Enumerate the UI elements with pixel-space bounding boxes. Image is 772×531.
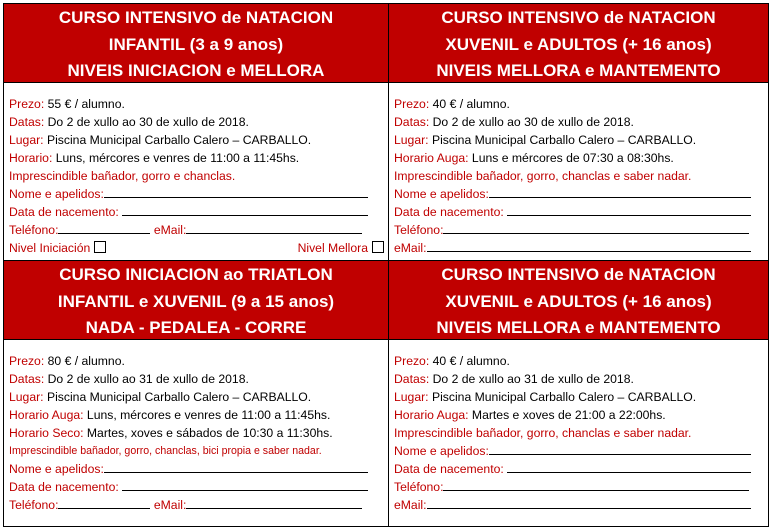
- schedule-water-value: Luns, mércores e venres de 11:00 a 11:45hs.: [83, 408, 331, 422]
- place-row: [394, 388, 768, 406]
- level-beginner-label: Nivel Iniciación: [9, 241, 91, 255]
- price-label: Prezo:: [394, 97, 430, 111]
- birthdate-field[interactable]: [122, 478, 368, 491]
- name-field-row: [9, 185, 388, 203]
- course-title-line-1: CURSO INTENSIVO de NATACION: [58, 8, 334, 27]
- place-label: Lugar:: [394, 133, 429, 147]
- requirements-note: Imprescindible bañador, gorro, chanclas e saber nadar.: [394, 426, 692, 440]
- birthdate-field-label: Data de nacemento:: [9, 205, 119, 219]
- price-value: 40 € / alumno.: [429, 354, 510, 368]
- course-card-body: [4, 340, 388, 514]
- level-improve-label: Nivel Mellora: [297, 241, 368, 255]
- price-value: 80 € / alumno.: [44, 354, 125, 368]
- email-field-label: eMail:: [153, 223, 187, 237]
- course-title-line-1: CURSO INTENSIVO de NATACION: [441, 265, 716, 284]
- birthdate-field-row: [394, 203, 768, 221]
- phone-field-row: [394, 478, 768, 496]
- place-value: Piscina Municipal Carballo Calero – CARBALLO.: [428, 133, 697, 147]
- email-field-label: eMail:: [394, 498, 427, 512]
- phone-field[interactable]: [58, 496, 150, 509]
- schedule-water-label: Horario Auga:: [9, 408, 84, 422]
- course-title-line-1: CURSO INTENSIVO de NATACION: [441, 8, 716, 27]
- schedule-dry-label: Horario Seco:: [9, 426, 84, 440]
- price-row: [9, 95, 388, 113]
- price-value: 40 € / alumno.: [429, 97, 510, 111]
- name-field-label: Nome e apelidos:: [9, 187, 104, 201]
- dates-label: Datas:: [394, 115, 430, 129]
- phone-email-row: [9, 221, 388, 239]
- schedule-water-row: [9, 406, 388, 424]
- dates-row: [394, 113, 768, 131]
- birthdate-field-row: [9, 203, 388, 221]
- dates-row: [9, 113, 388, 131]
- phone-field[interactable]: [58, 221, 150, 234]
- phone-field-row: [394, 221, 768, 239]
- name-field[interactable]: [104, 185, 368, 198]
- place-row: [9, 131, 388, 149]
- email-field[interactable]: [186, 496, 362, 509]
- price-row: [394, 352, 768, 370]
- dates-row: [9, 370, 388, 388]
- place-value: Piscina Municipal Carballo Calero – CARBALLO.: [428, 390, 697, 404]
- course-title-line-2: XUVENIL e ADULTOS (+ 16 anos): [445, 34, 712, 54]
- dates-value: Do 2 de xullo ao 31 de xullo de 2018.: [429, 372, 634, 386]
- requirements-note: Imprescindible bañador, gorro e chanclas.: [9, 169, 236, 183]
- birthdate-field-row: [9, 478, 388, 496]
- price-row: [9, 352, 388, 370]
- email-field-row: [394, 496, 768, 514]
- level-beginner-checkbox[interactable]: [94, 241, 106, 253]
- course-card-body: [4, 83, 388, 257]
- course-card-adultos-natacion-1: [389, 4, 768, 260]
- course-title-line-2: XUVENIL e ADULTOS (+ 16 anos): [445, 291, 712, 311]
- birthdate-field-label: Data de nacemento:: [9, 480, 119, 494]
- schedule-row: [394, 149, 768, 167]
- place-label: Lugar:: [394, 390, 429, 404]
- dates-label: Datas:: [394, 372, 430, 386]
- schedule-label: Horario Auga:: [394, 408, 469, 422]
- dates-value: Do 2 de xullo ao 30 de xullo de 2018.: [429, 115, 634, 129]
- phone-field-label: Teléfono:: [394, 223, 444, 237]
- price-row: [394, 95, 768, 113]
- name-field-row: [9, 460, 388, 478]
- course-card-header: [389, 261, 768, 340]
- birthdate-field-label: Data de nacemento:: [394, 205, 504, 219]
- name-field[interactable]: [489, 442, 751, 455]
- name-field[interactable]: [489, 185, 751, 198]
- birthdate-field[interactable]: [122, 203, 368, 216]
- price-label: Prezo:: [9, 97, 45, 111]
- course-card-triatlon: [4, 261, 388, 526]
- name-field-label: Nome e apelidos:: [9, 462, 104, 476]
- schedule-label: Horario:: [9, 151, 53, 165]
- schedule-dry-value: Martes, xoves e sábados de 10:30 a 11:30hs.: [83, 426, 333, 440]
- birthdate-field-row: [394, 460, 768, 478]
- course-title-line-3: NIVEIS MELLORA e MANTEMENTO: [436, 318, 721, 337]
- schedule-dry-row: [9, 424, 388, 442]
- schedule-row: [394, 406, 768, 424]
- place-row: [9, 388, 388, 406]
- name-field-label: Nome e apelidos:: [394, 187, 489, 201]
- email-field-label: eMail:: [394, 241, 427, 255]
- email-field[interactable]: [427, 496, 751, 509]
- schedule-value: Luns, mércores e venres de 11:00 a 11:45hs.: [52, 151, 300, 165]
- course-card-header: [4, 4, 388, 83]
- course-card-infantil-natacion: [4, 4, 388, 260]
- course-card-body: [389, 83, 768, 257]
- dates-label: Datas:: [9, 115, 45, 129]
- course-card-body: [389, 340, 768, 514]
- course-title-line-2: INFANTIL e XUVENIL (9 a 15 anos): [57, 291, 335, 311]
- phone-field-label: Teléfono:: [394, 480, 444, 494]
- name-field-label: Nome e apelidos:: [394, 444, 489, 458]
- birthdate-field-label: Data de nacemento:: [394, 462, 504, 476]
- course-title-line-3: NADA - PEDALEA - CORRE: [85, 318, 307, 337]
- name-field-row: [394, 185, 768, 203]
- schedule-value: Martes e xoves de 21:00 a 22:00hs.: [468, 408, 666, 422]
- course-card-header: [4, 261, 388, 340]
- phone-email-row: [9, 496, 388, 514]
- phone-field[interactable]: [443, 478, 749, 491]
- birthdate-field[interactable]: [507, 203, 751, 216]
- course-title-line-2: INFANTIL (3 a 9 anos): [108, 34, 284, 54]
- level-improve-group: [298, 239, 384, 257]
- level-row: [9, 239, 388, 257]
- dates-value: Do 2 de xullo ao 30 de xullo de 2018.: [44, 115, 249, 129]
- email-field[interactable]: [186, 221, 362, 234]
- phone-field-label: Teléfono:: [9, 498, 59, 512]
- dates-row: [394, 370, 768, 388]
- course-card-adultos-natacion-2: [389, 261, 768, 526]
- price-value: 55 € / alumno.: [44, 97, 125, 111]
- birthdate-field[interactable]: [507, 460, 751, 473]
- schedule-value: Luns e mércores de 07:30 a 08:30hs.: [468, 151, 674, 165]
- place-value: Piscina Municipal Carballo Calero – CARBALLO.: [43, 133, 312, 147]
- course-title-line-1: CURSO INICIACION ao TRIATLON: [59, 265, 333, 284]
- course-card-header: [389, 4, 768, 83]
- place-value: Piscina Municipal Carballo Calero – CARBALLO.: [43, 390, 312, 404]
- phone-field[interactable]: [443, 221, 749, 234]
- place-label: Lugar:: [9, 133, 44, 147]
- requirements-note: Imprescindible bañador, gorro, chanclas e saber nadar.: [394, 169, 692, 183]
- course-title-line-3: NIVEIS INICIACION e MELLORA: [67, 61, 325, 80]
- place-row: [394, 131, 768, 149]
- registration-form-grid: [3, 3, 769, 527]
- name-field[interactable]: [104, 460, 368, 473]
- dates-value: Do 2 de xullo ao 31 de xullo de 2018.: [44, 372, 249, 386]
- name-field-row: [394, 442, 768, 460]
- place-label: Lugar:: [9, 390, 44, 404]
- email-field-row: [394, 239, 768, 257]
- requirements-note: Imprescindible bañador, gorro, chanclas, bici propia e saber nadar.: [9, 445, 322, 457]
- schedule-row: [9, 149, 388, 167]
- email-field-label: eMail:: [153, 498, 187, 512]
- course-title-line-3: NIVEIS MELLORA e MANTEMENTO: [436, 61, 721, 80]
- dates-label: Datas:: [9, 372, 45, 386]
- level-improve-checkbox[interactable]: [372, 241, 384, 253]
- price-label: Prezo:: [9, 354, 45, 368]
- schedule-label: Horario Auga:: [394, 151, 469, 165]
- phone-field-label: Teléfono:: [9, 223, 59, 237]
- email-field[interactable]: [427, 239, 751, 252]
- price-label: Prezo:: [394, 354, 430, 368]
